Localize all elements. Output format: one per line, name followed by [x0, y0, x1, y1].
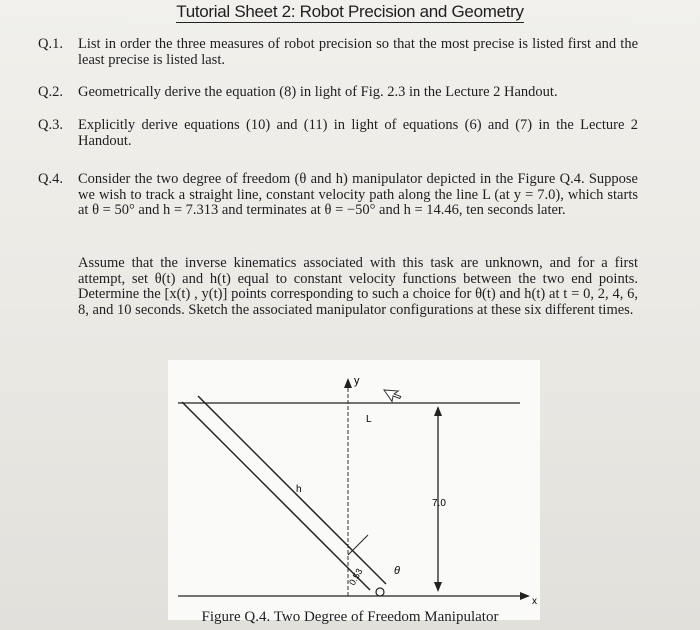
arm-edge-lower	[198, 396, 386, 584]
label-x: x	[532, 596, 537, 607]
question-3: Q.3. Explicitly derive equations (10) and (11) in light of equations (6) and (7) in the Lecture 2 Handout.	[38, 117, 638, 149]
x-axis-arrow	[520, 592, 530, 600]
arm-end-mark	[348, 535, 368, 555]
figure-caption: Figure Q.4. Two Degree of Freedom Manipulator	[201, 609, 499, 625]
figure-q4	[168, 360, 540, 620]
label-y: y	[354, 375, 360, 387]
dimension-arrow-bottom	[434, 582, 442, 592]
label-h: h	[296, 484, 302, 495]
label-width: 0.53	[347, 566, 365, 587]
page-title: Tutorial Sheet 2: Robot Precision and Geometry	[176, 2, 524, 21]
cursor-arrow-icon	[384, 384, 402, 403]
base-joint	[376, 588, 384, 596]
question-1: Q.1. List in order the three measures of robot precision so that the most precise is listed first and the least precise is listed last.	[38, 36, 638, 68]
arm-edge-upper	[182, 402, 370, 590]
label-theta: θ	[394, 565, 400, 577]
dimension-arrow-top	[434, 406, 442, 416]
label-L: L	[366, 414, 372, 425]
question-4-paragraph: Assume that the inverse kinematics associated with this task are unknown, and for a first attempt, set θ(t) and h(t) equal to constant velocity functions between the two end points. Determine the [x(t) , y(t)] points corresponding to such a choice for θ(t) and h(t) at t = 0, 2, 4, 6, 8, and 10 seconds. Sketch the associated manipulator configurations at these six different times.	[78, 255, 638, 318]
y-axis-arrow	[344, 378, 352, 388]
manipulator-diagram	[168, 360, 540, 620]
label-7-0: 7.0	[432, 498, 446, 509]
question-4: Q.4. Consider the two degree of freedom (θ and h) manipulator depicted in the Figure Q.4. Suppose we wish to track a straight line, constant velocity path along the line L (at y = 7.0), which starts at θ = 50° and h = 7.313 and terminates at θ = −50° and h = 14.46, ten seconds later.	[38, 171, 638, 218]
question-2: Q.2. Geometrically derive the equation (8) in light of Fig. 2.3 in the Lecture 2 Handout.	[38, 84, 558, 100]
